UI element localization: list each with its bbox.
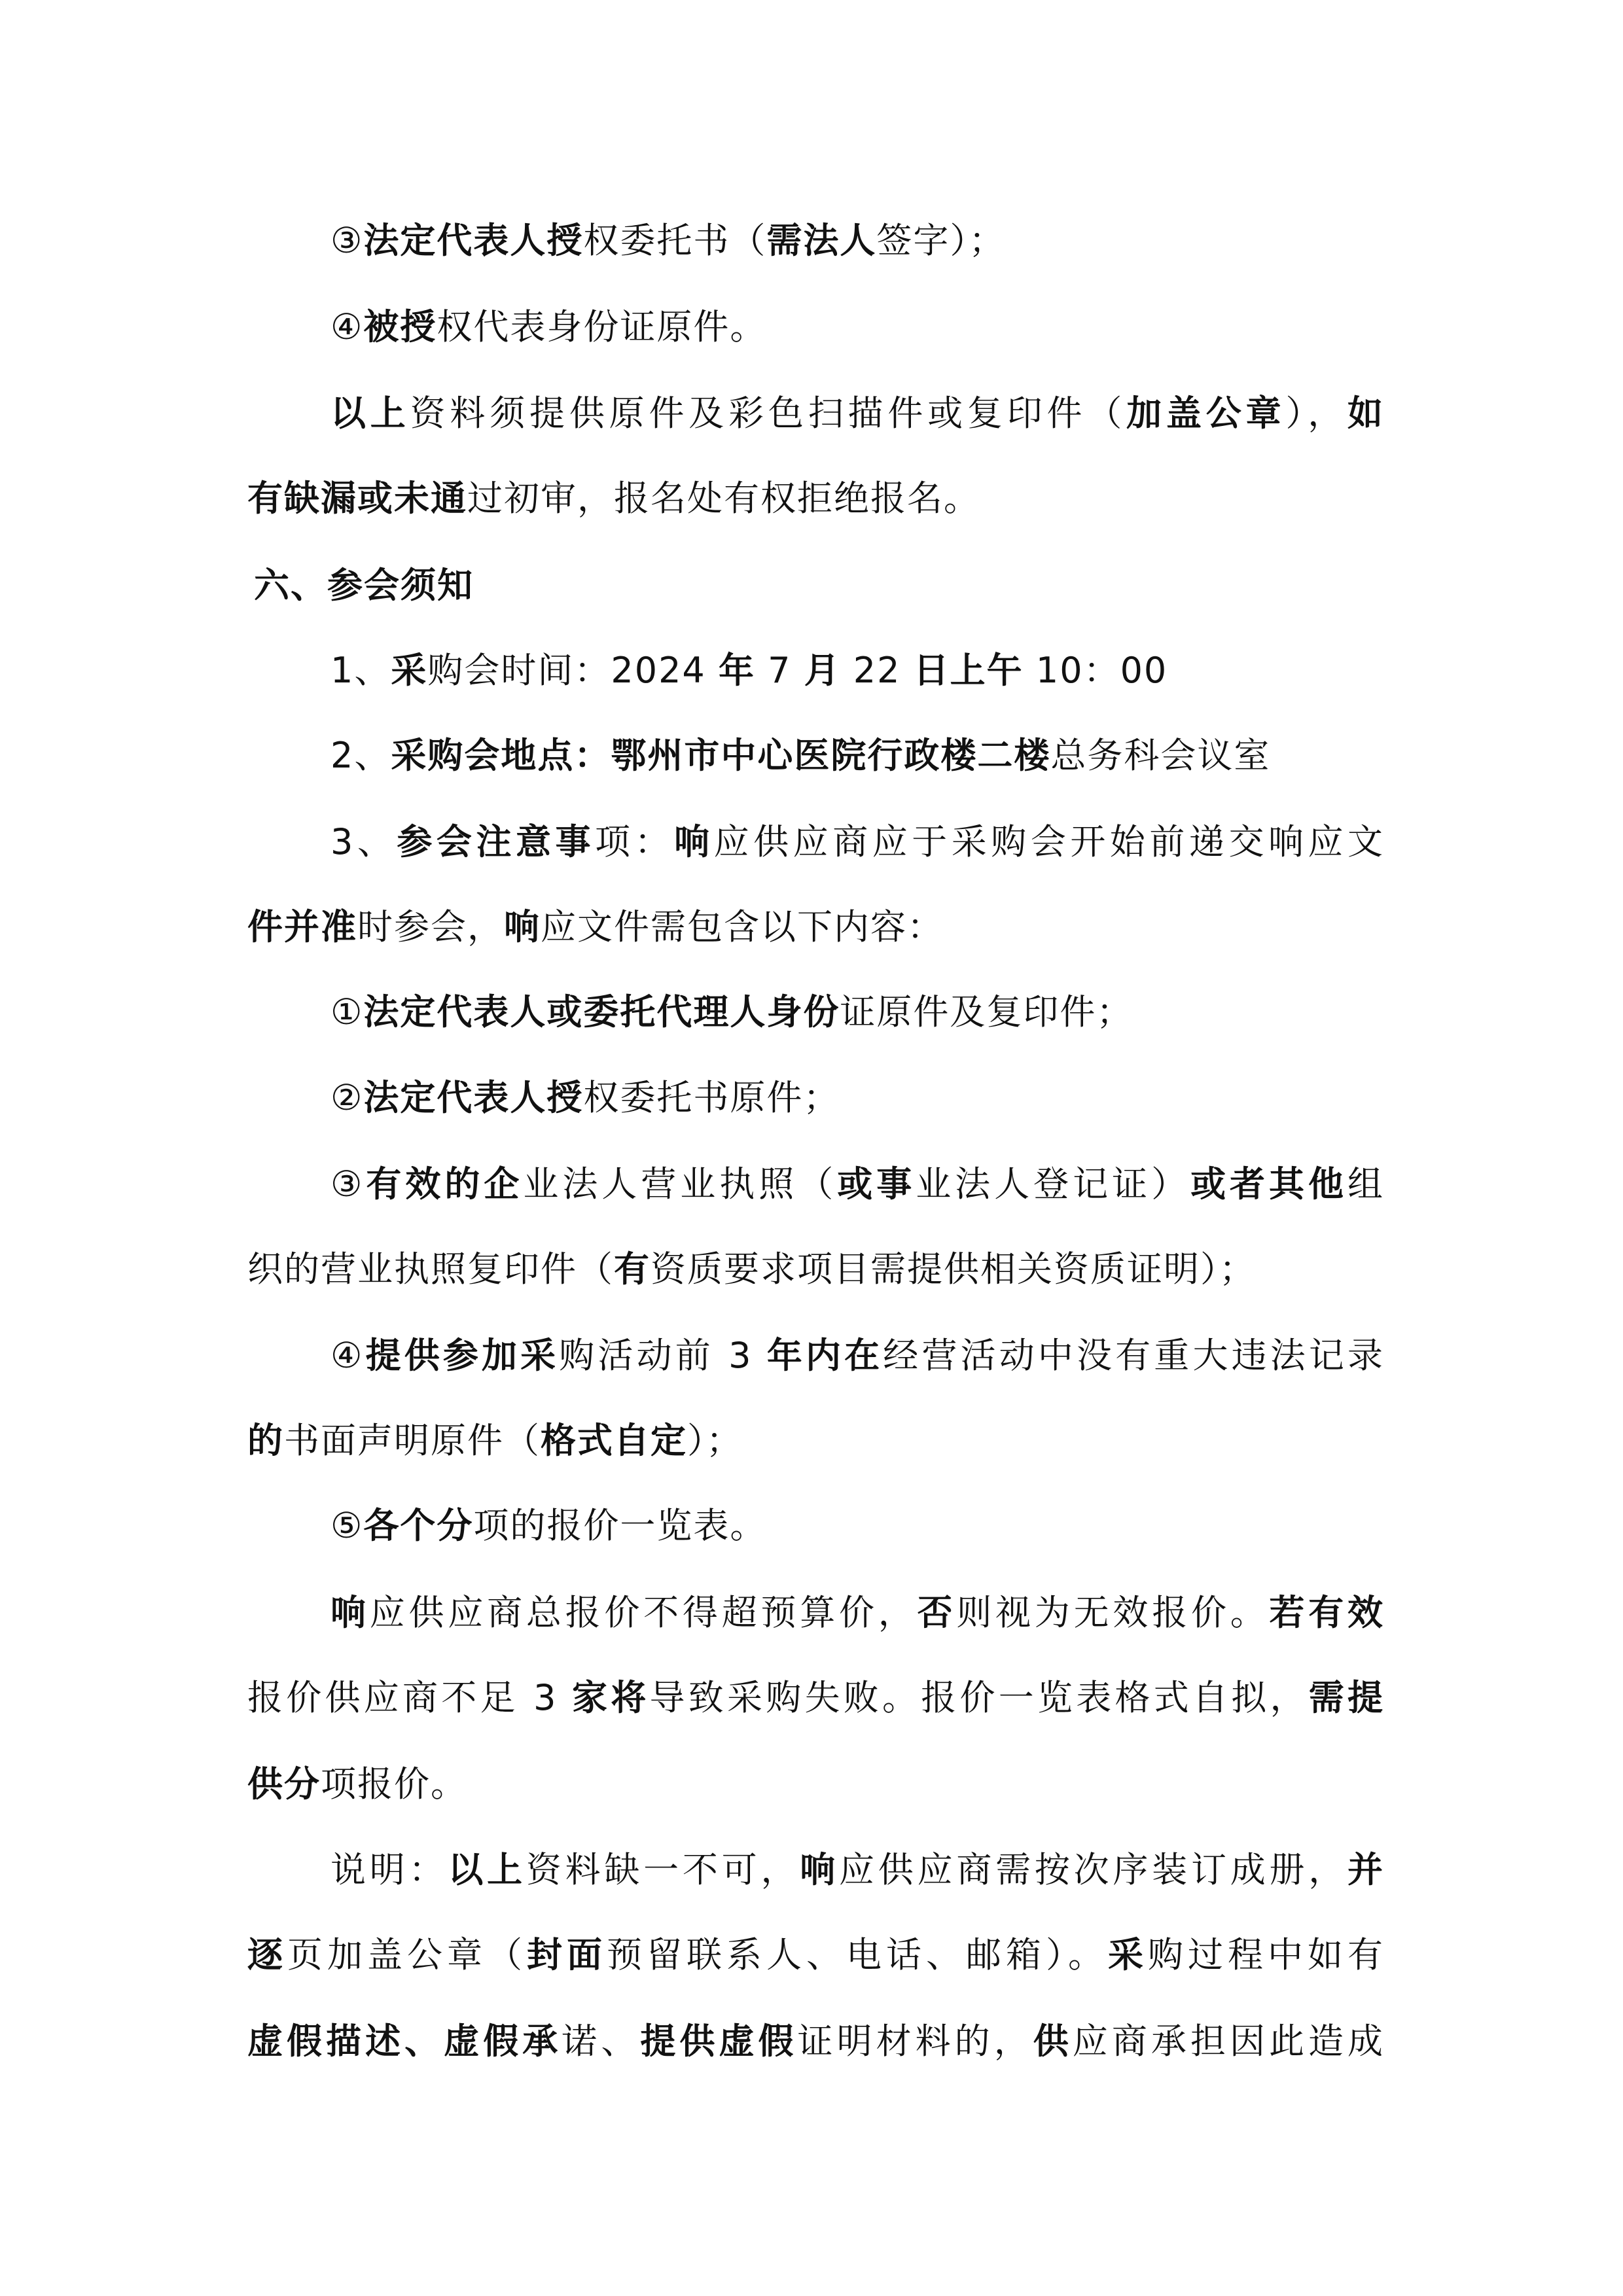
required-doc-quotation: ⑤各个分项的报价一览表。 — [330, 1505, 767, 1546]
budget-note-line3: 供分项报价。 — [247, 1763, 467, 1805]
explanation-line3: 虚假描述、虚假承诺、提供虚假证明材料的，供应商承担因此造成 — [247, 2021, 1385, 2062]
meeting-time: 1、采购会时间：2024 年 7 月 22 日上午 10：00 — [330, 650, 1168, 691]
required-doc-authorization: ②法定代表人授权委托书原件； — [330, 1077, 840, 1118]
section-heading: 六、参会须知 — [254, 565, 474, 606]
budget-note-line1: 响应供应商总报价不得超预算价，否则视为无效报价。若有效 — [330, 1592, 1385, 1633]
required-doc-license-line1: ③有效的企业法人营业执照（或事业法人登记证）或者其他组 — [330, 1163, 1385, 1205]
explanation-line1: 说明：以上资料缺一不可，响应供应商需按次序装订成册，并 — [330, 1849, 1385, 1890]
paragraph-materials-note-line2: 有缺漏或未通过初审，报名处有权拒绝报名。 — [247, 478, 980, 519]
meeting-location: 2、采购会地点：鄂州市中心医院行政楼二楼总务科会议室 — [330, 735, 1271, 776]
required-doc-declaration-line2: 的书面声明原件（格式自定）； — [247, 1420, 743, 1461]
list-item-delegate-id: ④被授权代表身份证原件。 — [330, 306, 767, 347]
required-doc-id: ①法定代表人或委托代理人身份证原件及复印件； — [330, 991, 1133, 1033]
budget-note-line2: 报价供应商不足 3 家将导致采购失败。报价一览表格式自拟，需提 — [247, 1677, 1385, 1718]
explanation-line2: 逐页加盖公章（封面预留联系人、电话、邮箱）。采购过程中如有 — [247, 1934, 1384, 1975]
meeting-notes-line1: 3、参会注意事项：响应供应商应于采购会开始前递交响应文 — [330, 821, 1385, 862]
meeting-notes-line2: 件并准时参会，响应文件需包含以下内容： — [247, 906, 944, 947]
required-doc-license-line2: 织的营业执照复印件（有资质要求项目需提供相关资质证明）； — [247, 1248, 1256, 1290]
required-doc-declaration-line1: ④提供参加采购活动前 3 年内在经营活动中没有重大违法记录 — [330, 1335, 1385, 1376]
list-item-authorization-letter: ③法定代表人授权委托书（需法人签字）； — [330, 220, 1006, 261]
paragraph-materials-note-line1: 以上资料须提供原件及彩色扫描件或复印件（加盖公章），如 — [330, 393, 1385, 434]
